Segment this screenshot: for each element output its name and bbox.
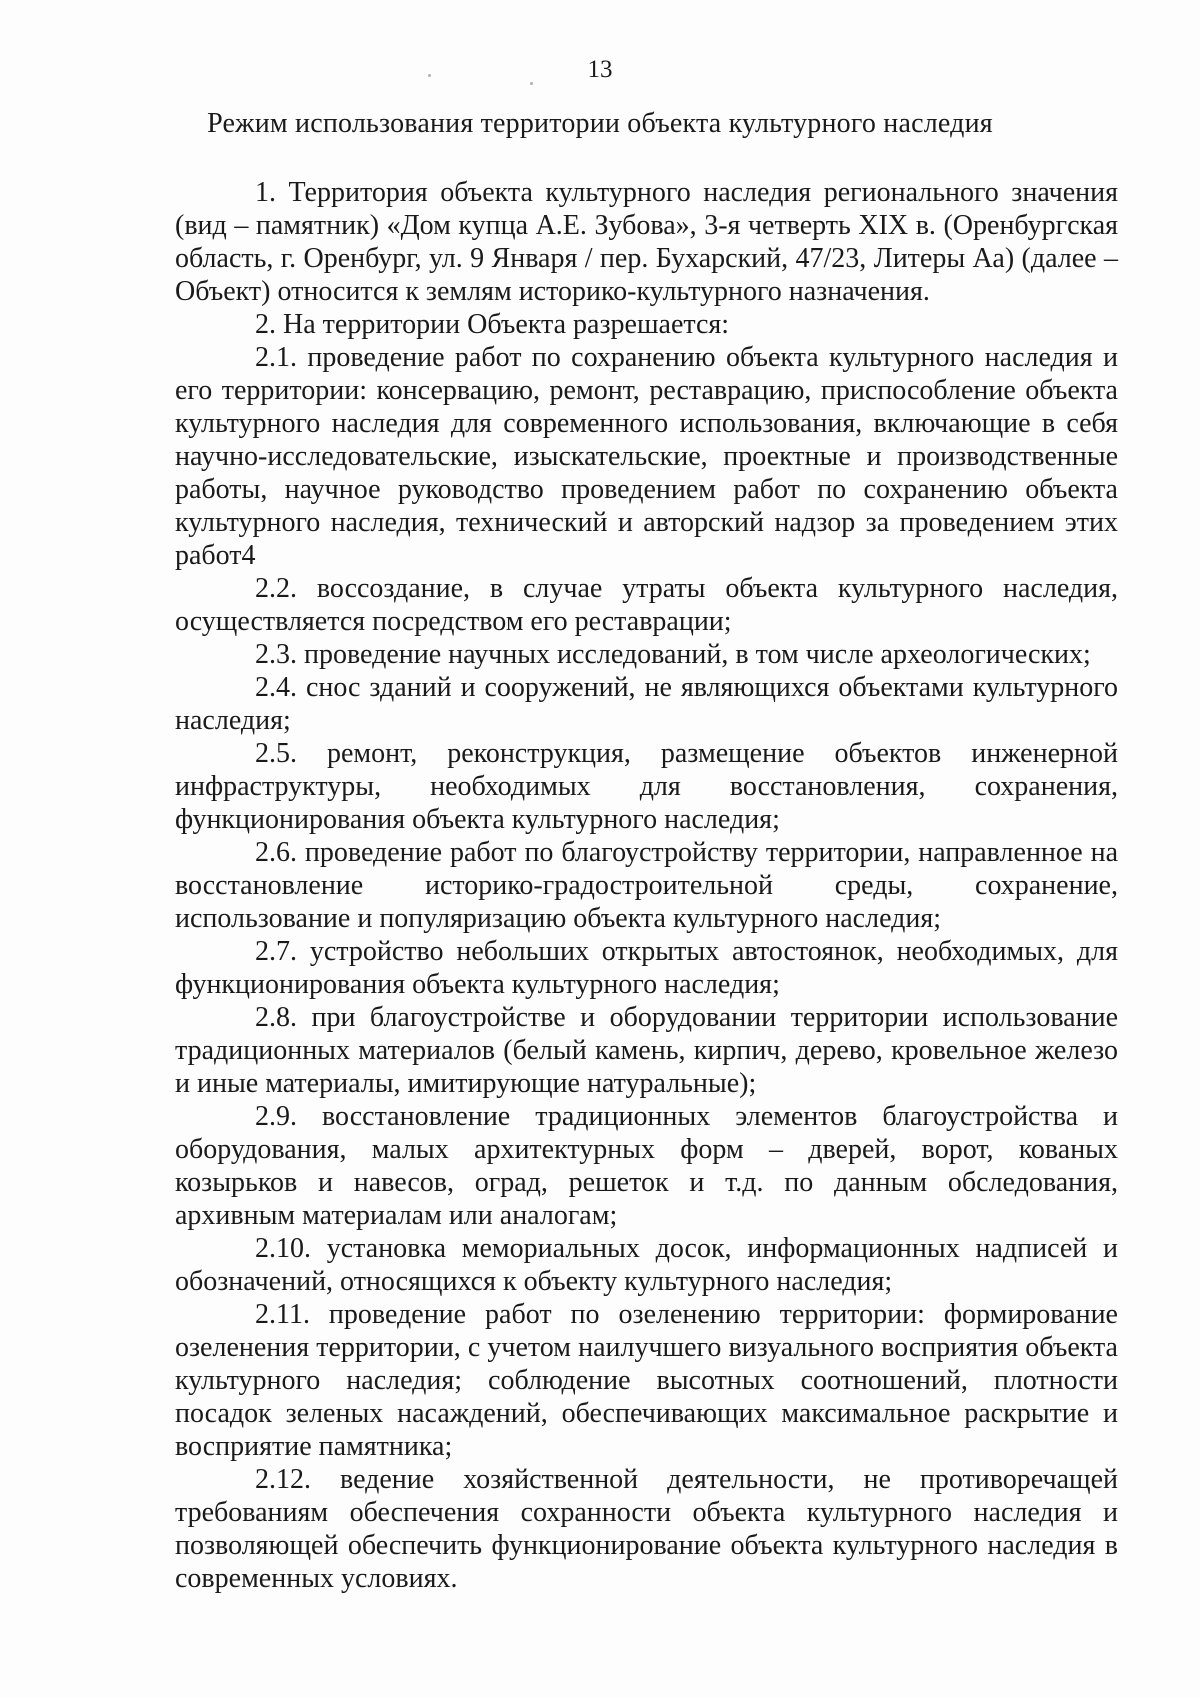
paragraph-2-4: 2.4. снос зданий и сооружений, не являющихся объектами культурного наследия; xyxy=(175,672,1118,736)
document-title: Режим использования территории объекта культурного наследия xyxy=(207,108,993,139)
paragraph-2-12: 2.12. ведение хозяйственной деятельности, не противоречащей требованиям обеспечения сохранности объекта культурного наследия и позволяющей обеспечить функционирование объекта культурного наследия в современных условиях. xyxy=(175,1464,1118,1594)
document-body xyxy=(175,176,1118,1595)
paragraph-2-3: 2.3. проведение научных исследований, в том числе археологических; xyxy=(255,639,1091,670)
paragraph-2-10: 2.10. установка мемориальных досок, информационных надписей и обозначений, относящихся к объекту культурного наследия; xyxy=(175,1233,1118,1297)
paragraph-2-5: 2.5. ремонт, реконструкция, размещение объектов инженерной инфраструктуры, необходимых для восстановления, сохранения, функционирования объекта культурного наследия; xyxy=(175,738,1118,835)
page-number: 13 xyxy=(587,56,613,83)
paragraph-2: 2. На территории Объекта разрешается: xyxy=(255,309,730,340)
paragraph-2-1: 2.1. проведение работ по сохранению объекта культурного наследия и его территории: консервацию, ремонт, реставрацию, приспособление объекта культурного наследия для современного использования, включающие в себя научно-исследовательские, изыскательские, проектные и производственные работы, научное руководство проведением работ по сохранению объекта культурного наследия, технический и авторский надзор за проведением этих работ4 xyxy=(175,342,1118,571)
paragraph-2-9: 2.9. восстановление традиционных элементов благоустройства и оборудования, малых архитектурных форм – дверей, ворот, кованых козырьков и навесов, оград, решеток и т.д. по данным обследования, архивным материалам или аналогам; xyxy=(175,1101,1118,1231)
paragraph-2-8: 2.8. при благоустройстве и оборудовании территории использование традиционных материалов (белый камень, кирпич, дерево, кровельное железо и иные материалы, имитирующие натуральные); xyxy=(175,1002,1118,1099)
paragraph-1: 1. Территория объекта культурного наследия регионального значения (вид – памятник) «Дом купца А.Е. Зубова», 3-я четверть XIX в. (Оренбургская область, г. Оренбург, ул. 9 Января / пер. Бухарский, 47/23, Литеры Аа) (далее – Объект) относится к землям историко-культурного назначения. xyxy=(175,177,1118,307)
paragraph-2-2: 2.2. воссоздание, в случае утраты объекта культурного наследия, осуществляется посредством его реставрации; xyxy=(175,573,1118,637)
paragraph-2-11: 2.11. проведение работ по озеленению территории: формирование озеленения территории, с учетом наилучшего визуального восприятия объекта культурного наследия; соблюдение высотных соотношений, плотности посадок зеленых насаждений, обеспечивающих максимальное раскрытие и восприятие памятника; xyxy=(175,1299,1118,1462)
paragraph-2-7: 2.7. устройство небольших открытых автостоянок, необходимых, для функционирования объекта культурного наследия; xyxy=(175,936,1118,1000)
paragraph-2-6: 2.6. проведение работ по благоустройству территории, направленное на восстановление историко-градостроительной среды, сохранение, использование и популяризацию объекта культурного наследия; xyxy=(175,837,1118,934)
